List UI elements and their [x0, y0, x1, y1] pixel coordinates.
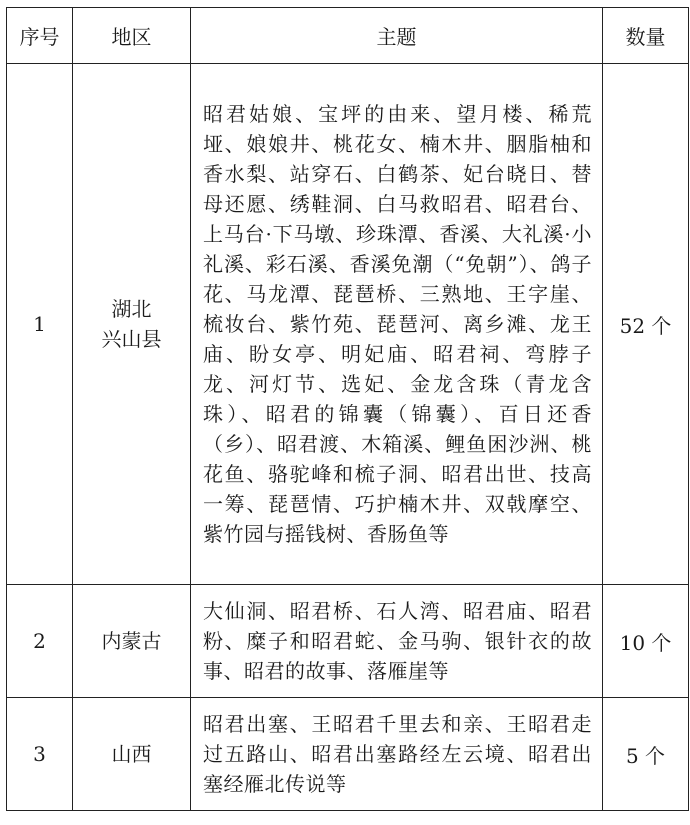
header-region: 地区	[73, 8, 191, 64]
document-page	[6, 7, 689, 811]
legend-topics-table	[6, 7, 689, 811]
row-index: 1	[7, 64, 73, 585]
header-topic: 主题	[191, 8, 603, 64]
header-index: 序号	[7, 8, 73, 64]
row-region	[73, 585, 191, 698]
table-row	[7, 64, 689, 585]
region-line: 湖北	[111, 297, 152, 321]
row-topics: 昭君出塞、王昭君千里去和亲、王昭君走过五路山、昭君出塞路经左云境、昭君出塞经雁北传说等	[191, 698, 603, 811]
row-region	[73, 698, 191, 811]
row-index: 2	[7, 585, 73, 698]
row-topics: 大仙洞、昭君桥、石人湾、昭君庙、昭君粉、糜子和昭君蛇、金马驹、银针衣的故事、昭君的故事、落雁崖等	[191, 585, 603, 698]
row-topics: 昭君姑娘、宝坪的由来、望月楼、稀荒垭、娘娘井、桃花女、楠木井、胭脂柚和香水梨、站穿石、白鹤茶、妃台晓日、替母还愿、绣鞋洞、白马救昭君、昭君台、上马台·下马墩、珍珠潭、香溪、大礼溪·小礼溪、彩石溪、香溪免潮（“免朝”）、鸽子花、马龙潭、琵琶桥、三熟地、王字崖、梳妆台、紫竹苑、琵琶河、离乡滩、龙王庙、盼女亭、明妃庙、昭君祠、弯脖子龙、河灯节、选妃、金龙含珠（青龙含珠）、昭君的锦囊（锦囊）、百日还香（乡）、昭君渡、木箱溪、鲤鱼困沙洲、桃花鱼、骆驼峰和梳子洞、昭君出世、技高一筹、琵琶情、巧护楠木井、双戟摩空、紫竹园与摇钱树、香肠鱼等	[191, 64, 603, 585]
row-count: 10 个	[603, 585, 689, 698]
row-index: 3	[7, 698, 73, 811]
table-row	[7, 698, 689, 811]
table-header-row	[7, 8, 689, 64]
region-line: 内蒙古	[101, 629, 162, 653]
row-count: 5 个	[603, 698, 689, 811]
row-region	[73, 64, 191, 585]
table-row	[7, 585, 689, 698]
header-count: 数量	[603, 8, 689, 64]
region-line: 兴山县	[101, 327, 162, 351]
row-count: 52 个	[603, 64, 689, 585]
region-line: 山西	[111, 742, 152, 766]
